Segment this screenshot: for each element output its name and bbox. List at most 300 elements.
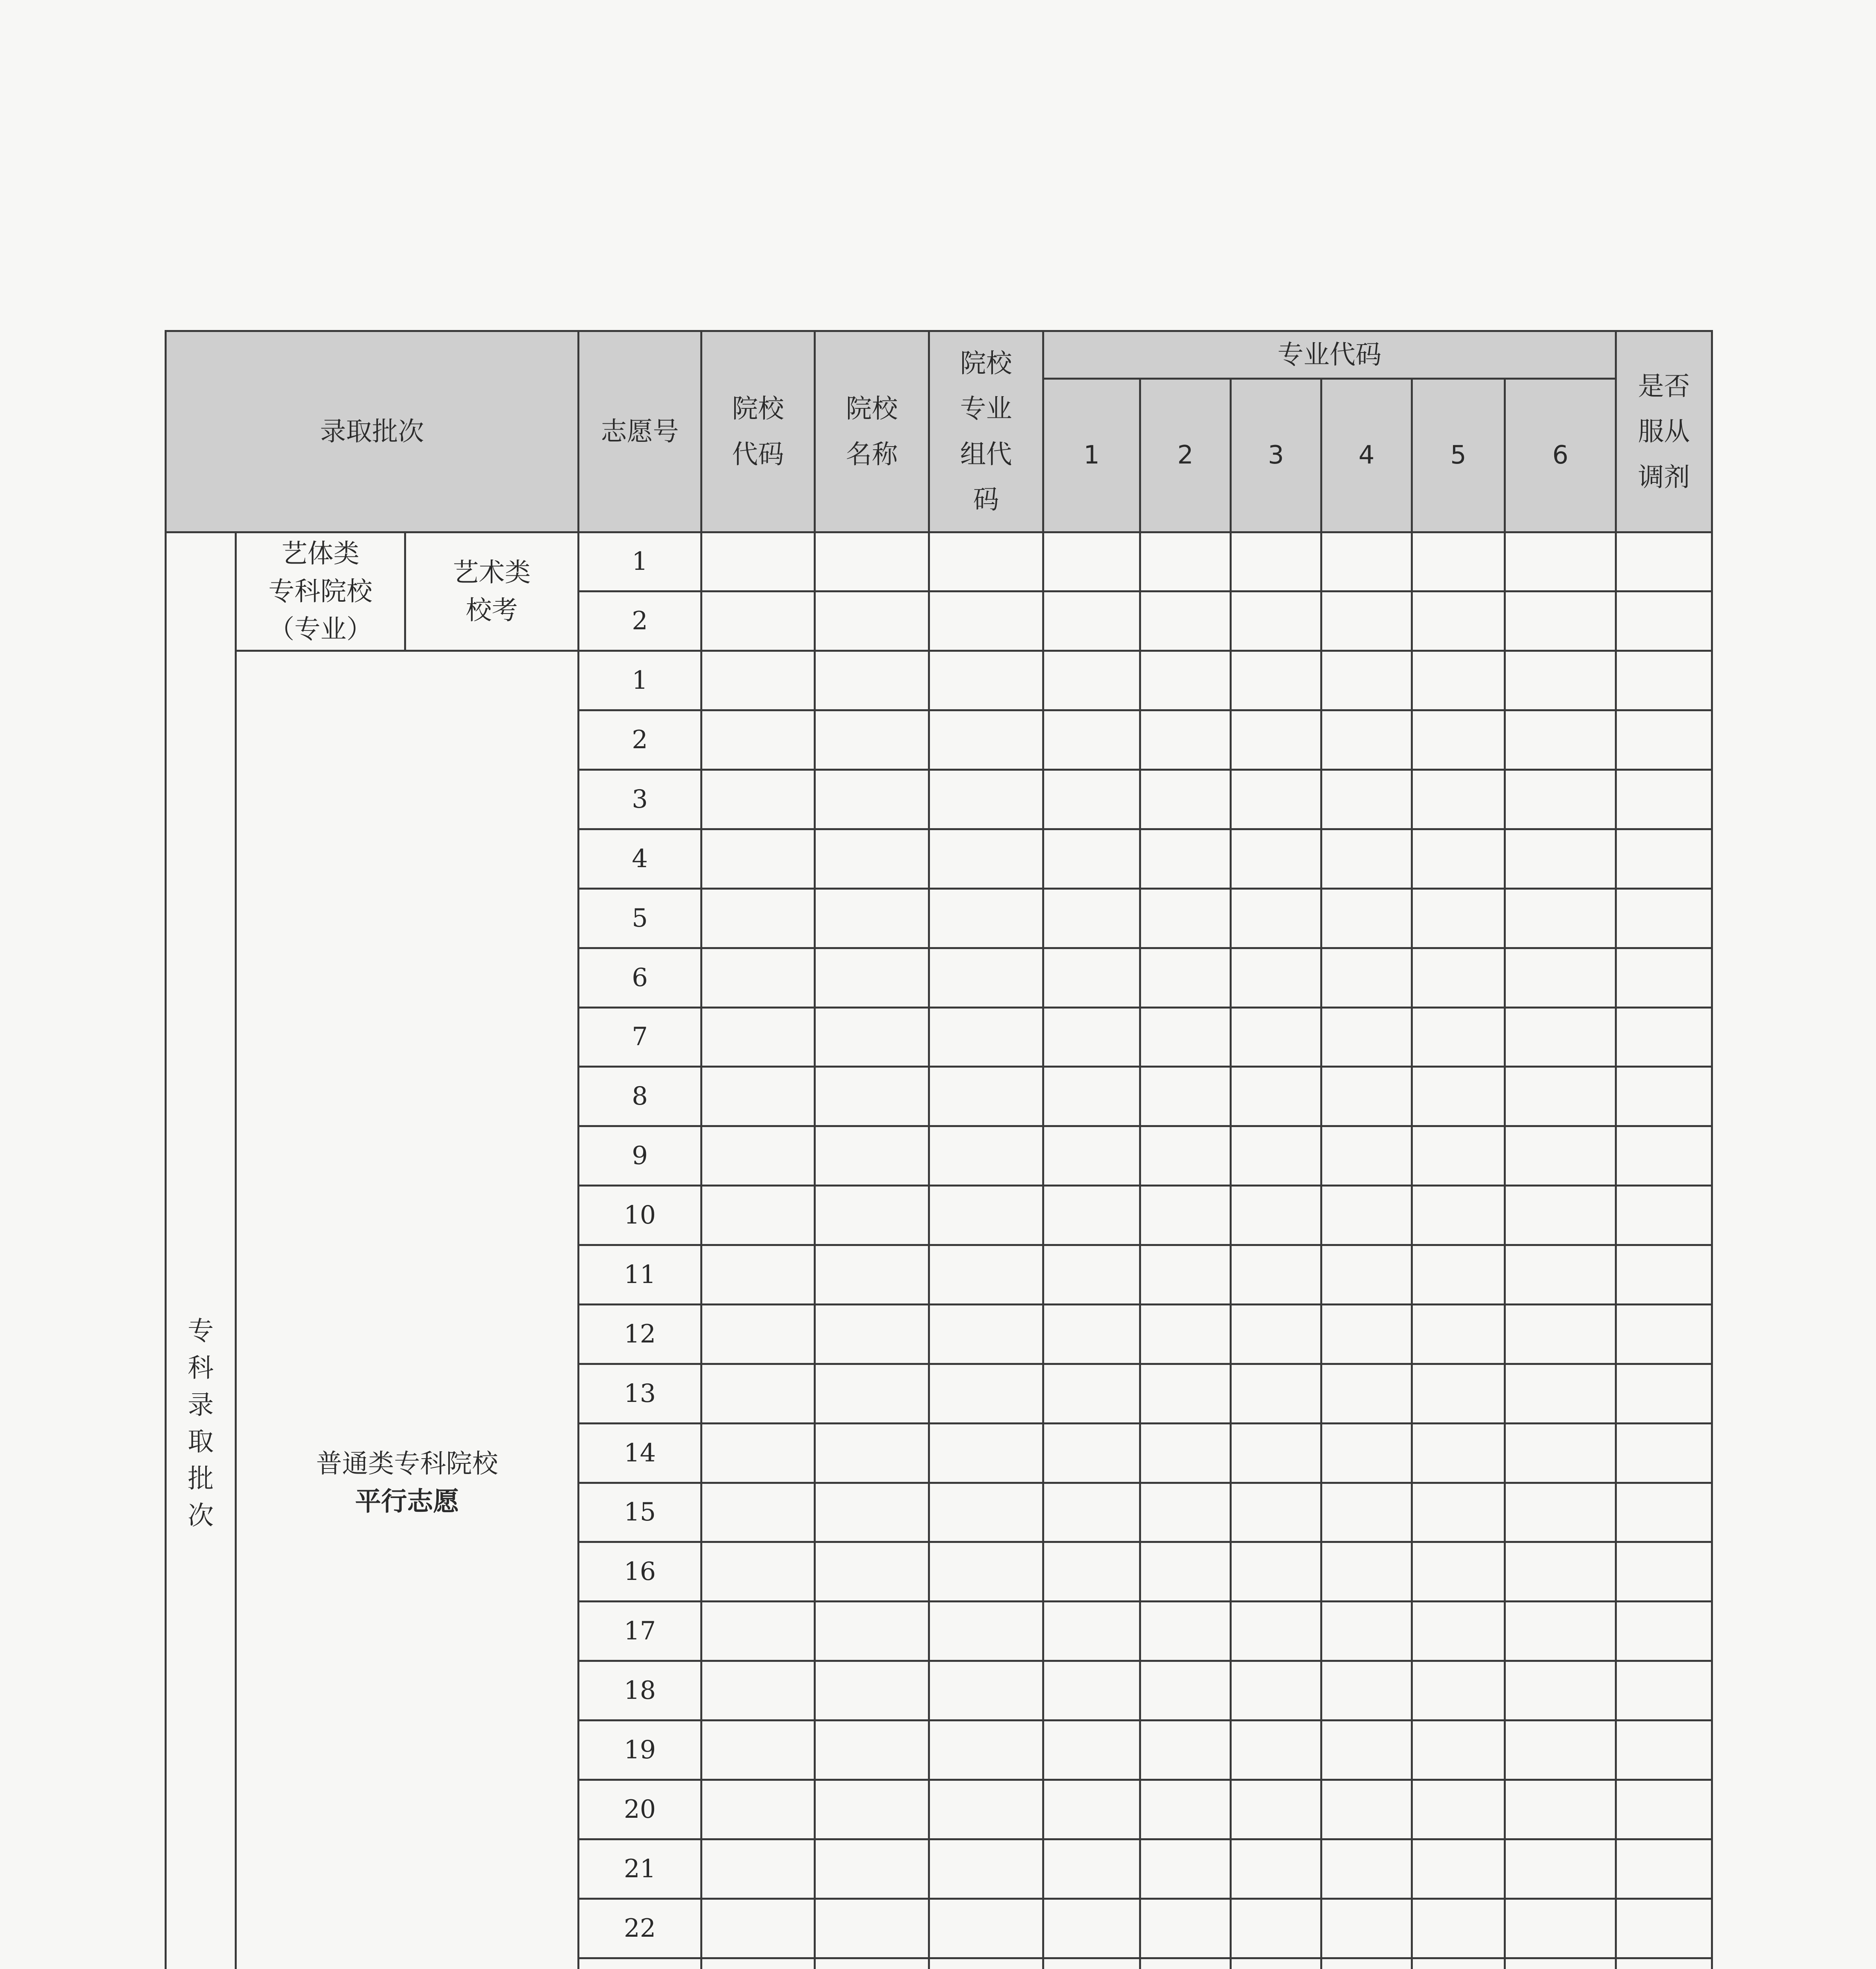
- input-cell[interactable]: [1505, 888, 1616, 948]
- input-cell[interactable]: [701, 1186, 815, 1245]
- input-cell[interactable]: [1412, 1958, 1505, 1969]
- input-cell[interactable]: [1043, 948, 1140, 1007]
- input-cell[interactable]: [1321, 1483, 1412, 1542]
- input-cell[interactable]: [815, 1602, 929, 1661]
- input-cell[interactable]: [929, 1126, 1043, 1186]
- input-cell[interactable]: [1616, 948, 1712, 1007]
- input-cell[interactable]: [929, 1186, 1043, 1245]
- wish-number: 16: [579, 1542, 701, 1602]
- regular-school-line: 普通类专科院校: [316, 1448, 498, 1479]
- input-cell[interactable]: [1321, 1364, 1412, 1423]
- input-cell[interactable]: [815, 1661, 929, 1721]
- input-cell[interactable]: [701, 532, 815, 591]
- input-cell[interactable]: [1505, 651, 1616, 710]
- input-cell[interactable]: [1140, 1067, 1231, 1126]
- input-cell[interactable]: [1231, 532, 1321, 591]
- input-cell[interactable]: [929, 532, 1043, 591]
- input-cell[interactable]: [1412, 829, 1505, 888]
- input-cell[interactable]: [701, 1423, 815, 1483]
- input-cell[interactable]: [1321, 710, 1412, 770]
- input-cell[interactable]: [1412, 1007, 1505, 1067]
- input-cell[interactable]: [1412, 1364, 1505, 1423]
- input-cell[interactable]: [701, 1067, 815, 1126]
- input-cell[interactable]: [1231, 1245, 1321, 1305]
- input-cell[interactable]: [1140, 888, 1231, 948]
- wish-number: 15: [579, 1483, 701, 1542]
- input-cell[interactable]: [1505, 1304, 1616, 1364]
- input-cell[interactable]: [1616, 1721, 1712, 1780]
- input-cell[interactable]: [701, 1958, 815, 1969]
- header-batch: 录取批次: [166, 331, 579, 532]
- input-cell[interactable]: [1043, 651, 1140, 710]
- input-cell[interactable]: [1616, 1661, 1712, 1721]
- input-cell[interactable]: [1140, 1007, 1231, 1067]
- input-cell[interactable]: [701, 710, 815, 770]
- input-cell[interactable]: [1505, 1899, 1616, 1958]
- input-cell[interactable]: [701, 1245, 815, 1305]
- input-cell[interactable]: [1231, 591, 1321, 651]
- input-cell[interactable]: [815, 591, 929, 651]
- input-cell[interactable]: [1505, 532, 1616, 591]
- input-cell[interactable]: [1043, 1602, 1140, 1661]
- input-cell[interactable]: [1616, 532, 1712, 591]
- input-cell[interactable]: [815, 888, 929, 948]
- input-cell[interactable]: [1505, 1007, 1616, 1067]
- art-school-line: （专业）: [268, 614, 373, 644]
- input-cell[interactable]: [1412, 532, 1505, 591]
- table-row: [166, 532, 1712, 591]
- input-cell[interactable]: [1412, 1602, 1505, 1661]
- input-cell[interactable]: [1043, 1364, 1140, 1423]
- input-cell[interactable]: [929, 1839, 1043, 1899]
- input-cell[interactable]: [929, 1958, 1043, 1969]
- input-cell[interactable]: [929, 1423, 1043, 1483]
- input-cell[interactable]: [1616, 1602, 1712, 1661]
- input-cell[interactable]: [1321, 532, 1412, 591]
- input-cell[interactable]: [1616, 829, 1712, 888]
- wish-number: 9: [579, 1126, 701, 1186]
- input-cell[interactable]: [1231, 829, 1321, 888]
- header-group-code-line: 码: [973, 484, 999, 515]
- input-cell[interactable]: [701, 651, 815, 710]
- input-cell[interactable]: [1505, 1958, 1616, 1969]
- input-cell[interactable]: [1231, 1126, 1321, 1186]
- input-cell[interactable]: [1616, 1304, 1712, 1364]
- input-cell[interactable]: [1505, 770, 1616, 829]
- input-cell[interactable]: [1043, 1423, 1140, 1483]
- input-cell[interactable]: [1231, 1423, 1321, 1483]
- wish-number: 21: [579, 1839, 701, 1899]
- input-cell[interactable]: [815, 1186, 929, 1245]
- batch-label-line: 科: [187, 1352, 214, 1383]
- input-cell[interactable]: [815, 1958, 929, 1969]
- header-adjust-line: 调剂: [1638, 462, 1690, 492]
- wish-number: 4: [579, 829, 701, 888]
- input-cell[interactable]: [1616, 1958, 1712, 1969]
- input-cell[interactable]: [701, 888, 815, 948]
- input-cell[interactable]: [1231, 1483, 1321, 1542]
- input-cell[interactable]: [1616, 1423, 1712, 1483]
- input-cell[interactable]: [1231, 1007, 1321, 1067]
- input-cell[interactable]: [1505, 948, 1616, 1007]
- input-cell[interactable]: [815, 1483, 929, 1542]
- wish-number: 1: [579, 532, 701, 591]
- input-cell[interactable]: [929, 1067, 1043, 1126]
- input-cell[interactable]: [929, 1899, 1043, 1958]
- input-cell[interactable]: [1616, 591, 1712, 651]
- input-cell[interactable]: [1321, 591, 1412, 651]
- input-cell[interactable]: [1505, 1661, 1616, 1721]
- input-cell[interactable]: [1043, 1721, 1140, 1780]
- input-cell[interactable]: [815, 1067, 929, 1126]
- input-cell[interactable]: [929, 591, 1043, 651]
- input-cell[interactable]: [1412, 651, 1505, 710]
- input-cell[interactable]: [1231, 651, 1321, 710]
- input-cell[interactable]: [1505, 1780, 1616, 1839]
- wish-number: 7: [579, 1007, 701, 1067]
- input-cell[interactable]: [1231, 1304, 1321, 1364]
- input-cell[interactable]: [1505, 1423, 1616, 1483]
- input-cell[interactable]: [1412, 1126, 1505, 1186]
- input-cell[interactable]: [1140, 1483, 1231, 1542]
- batch-label-line: 取: [187, 1426, 214, 1457]
- input-cell[interactable]: [815, 1245, 929, 1305]
- header-group-code: [929, 331, 1043, 532]
- regular-school-line: 平行志愿: [355, 1486, 459, 1517]
- input-cell[interactable]: [1616, 1007, 1712, 1067]
- input-cell[interactable]: [1321, 1126, 1412, 1186]
- input-cell[interactable]: [701, 829, 815, 888]
- input-cell[interactable]: [1616, 1780, 1712, 1839]
- input-cell[interactable]: [1505, 1483, 1616, 1542]
- input-cell[interactable]: [1616, 1245, 1712, 1305]
- input-cell[interactable]: [1231, 710, 1321, 770]
- input-cell[interactable]: [1412, 1186, 1505, 1245]
- input-cell[interactable]: [1412, 1245, 1505, 1305]
- input-cell[interactable]: [1321, 888, 1412, 948]
- art-school-cell: [236, 532, 405, 651]
- input-cell[interactable]: [1140, 1364, 1231, 1423]
- input-cell[interactable]: [1321, 1958, 1412, 1969]
- input-cell[interactable]: [815, 1839, 929, 1899]
- input-cell[interactable]: [701, 1721, 815, 1780]
- input-cell[interactable]: [1616, 1364, 1712, 1423]
- input-cell[interactable]: [1412, 1721, 1505, 1780]
- input-cell[interactable]: [1321, 1661, 1412, 1721]
- input-cell[interactable]: [701, 1304, 815, 1364]
- input-cell[interactable]: [1321, 1780, 1412, 1839]
- input-cell[interactable]: [1140, 1186, 1231, 1245]
- input-cell[interactable]: [815, 829, 929, 888]
- input-cell[interactable]: [815, 1126, 929, 1186]
- input-cell[interactable]: [1321, 1542, 1412, 1602]
- input-cell[interactable]: [929, 1304, 1043, 1364]
- input-cell[interactable]: [929, 1542, 1043, 1602]
- input-cell[interactable]: [1231, 1721, 1321, 1780]
- input-cell[interactable]: [1140, 532, 1231, 591]
- input-cell[interactable]: [929, 1483, 1043, 1542]
- input-cell[interactable]: [1616, 1899, 1712, 1958]
- input-cell[interactable]: [815, 1542, 929, 1602]
- header-adjust: [1616, 331, 1712, 532]
- input-cell[interactable]: [1321, 1899, 1412, 1958]
- batch-label-line: 次: [187, 1500, 214, 1531]
- volunteer-form-table: [165, 330, 1713, 1969]
- input-cell[interactable]: [1321, 829, 1412, 888]
- input-cell[interactable]: [701, 948, 815, 1007]
- input-cell[interactable]: [815, 1364, 929, 1423]
- input-cell[interactable]: [1321, 948, 1412, 1007]
- input-cell[interactable]: [701, 1542, 815, 1602]
- input-cell[interactable]: [1043, 888, 1140, 948]
- input-cell[interactable]: [1043, 591, 1140, 651]
- header-major-col: 1: [1043, 378, 1140, 532]
- input-cell[interactable]: [1043, 1661, 1140, 1721]
- input-cell[interactable]: [1412, 1483, 1505, 1542]
- batch-label-line: 专: [187, 1316, 214, 1346]
- input-cell[interactable]: [1616, 651, 1712, 710]
- input-cell[interactable]: [1140, 1423, 1231, 1483]
- input-cell[interactable]: [701, 770, 815, 829]
- input-cell[interactable]: [1043, 1839, 1140, 1899]
- input-cell[interactable]: [1505, 1186, 1616, 1245]
- input-cell[interactable]: [815, 651, 929, 710]
- input-cell[interactable]: [1321, 651, 1412, 710]
- input-cell[interactable]: [1140, 591, 1231, 651]
- input-cell[interactable]: [1140, 710, 1231, 770]
- input-cell[interactable]: [929, 1007, 1043, 1067]
- input-cell[interactable]: [1412, 888, 1505, 948]
- input-cell[interactable]: [1616, 1186, 1712, 1245]
- wish-number: 17: [579, 1602, 701, 1661]
- input-cell[interactable]: [1412, 710, 1505, 770]
- input-cell[interactable]: [1231, 1542, 1321, 1602]
- input-cell[interactable]: [929, 770, 1043, 829]
- header-major-col: 3: [1231, 378, 1321, 532]
- table-body: [166, 532, 1712, 1969]
- header-school-code-line: 院校: [732, 393, 784, 424]
- input-cell[interactable]: [1231, 948, 1321, 1007]
- input-cell[interactable]: [1140, 1958, 1231, 1969]
- wish-number: 12: [579, 1304, 701, 1364]
- input-cell[interactable]: [701, 1780, 815, 1839]
- input-cell[interactable]: [1505, 1126, 1616, 1186]
- input-cell[interactable]: [1231, 888, 1321, 948]
- input-cell[interactable]: [1140, 770, 1231, 829]
- input-cell[interactable]: [1043, 770, 1140, 829]
- header-school-name: [815, 331, 929, 532]
- input-cell[interactable]: [1231, 1186, 1321, 1245]
- input-cell[interactable]: [1140, 1839, 1231, 1899]
- input-cell[interactable]: [1412, 1899, 1505, 1958]
- input-cell[interactable]: [1043, 1304, 1140, 1364]
- wish-number: 1: [579, 651, 701, 710]
- input-cell[interactable]: [1412, 1423, 1505, 1483]
- input-cell[interactable]: [701, 1899, 815, 1958]
- input-cell[interactable]: [1140, 1780, 1231, 1839]
- input-cell[interactable]: [1140, 1304, 1231, 1364]
- input-cell[interactable]: [1043, 1007, 1140, 1067]
- input-cell[interactable]: [1321, 1839, 1412, 1899]
- input-cell[interactable]: [701, 1661, 815, 1721]
- input-cell[interactable]: [1231, 1839, 1321, 1899]
- input-cell[interactable]: [701, 1839, 815, 1899]
- input-cell[interactable]: [1616, 770, 1712, 829]
- input-cell[interactable]: [1321, 1186, 1412, 1245]
- input-cell[interactable]: [1140, 1126, 1231, 1186]
- input-cell[interactable]: [1043, 1245, 1140, 1305]
- input-cell[interactable]: [1505, 1245, 1616, 1305]
- input-cell[interactable]: [1412, 1304, 1505, 1364]
- input-cell[interactable]: [1231, 1780, 1321, 1839]
- input-cell[interactable]: [701, 1602, 815, 1661]
- input-cell[interactable]: [815, 710, 929, 770]
- header-wish-no: 志愿号: [579, 331, 701, 532]
- input-cell[interactable]: [929, 888, 1043, 948]
- header-school-code-line: 代码: [732, 439, 784, 469]
- input-cell[interactable]: [1043, 1483, 1140, 1542]
- input-cell[interactable]: [815, 770, 929, 829]
- input-cell[interactable]: [1140, 651, 1231, 710]
- input-cell[interactable]: [1140, 1542, 1231, 1602]
- input-cell[interactable]: [701, 1483, 815, 1542]
- header-adjust-line: 是否: [1638, 371, 1690, 401]
- input-cell[interactable]: [1231, 1067, 1321, 1126]
- input-cell[interactable]: [1616, 1483, 1712, 1542]
- input-cell[interactable]: [1321, 1007, 1412, 1067]
- input-cell[interactable]: [701, 591, 815, 651]
- input-cell[interactable]: [1140, 1245, 1231, 1305]
- input-cell[interactable]: [1412, 770, 1505, 829]
- input-cell[interactable]: [815, 1899, 929, 1958]
- input-cell[interactable]: [1505, 1602, 1616, 1661]
- input-cell[interactable]: [1616, 1542, 1712, 1602]
- input-cell[interactable]: [1043, 1958, 1140, 1969]
- input-cell[interactable]: [1505, 1839, 1616, 1899]
- wish-number: 20: [579, 1780, 701, 1839]
- wish-number: 18: [579, 1661, 701, 1721]
- input-cell[interactable]: [1321, 770, 1412, 829]
- input-cell[interactable]: [929, 829, 1043, 888]
- input-cell[interactable]: [1505, 710, 1616, 770]
- wish-number: 8: [579, 1067, 701, 1126]
- input-cell[interactable]: [815, 1721, 929, 1780]
- art-exam-line: 艺术类: [453, 557, 531, 588]
- input-cell[interactable]: [815, 948, 929, 1007]
- input-cell[interactable]: [1412, 1542, 1505, 1602]
- wish-number: 22: [579, 1899, 701, 1958]
- input-cell[interactable]: [1412, 1839, 1505, 1899]
- input-cell[interactable]: [701, 1126, 815, 1186]
- input-cell[interactable]: [1321, 1067, 1412, 1126]
- input-cell[interactable]: [1505, 1364, 1616, 1423]
- input-cell[interactable]: [1505, 829, 1616, 888]
- input-cell[interactable]: [1140, 829, 1231, 888]
- input-cell[interactable]: [1505, 1067, 1616, 1126]
- input-cell[interactable]: [815, 1007, 929, 1067]
- input-cell[interactable]: [1616, 888, 1712, 948]
- input-cell[interactable]: [1616, 1067, 1712, 1126]
- input-cell[interactable]: [1616, 1126, 1712, 1186]
- input-cell[interactable]: [1140, 1721, 1231, 1780]
- input-cell[interactable]: [1231, 770, 1321, 829]
- input-cell[interactable]: [815, 1304, 929, 1364]
- input-cell[interactable]: [1043, 710, 1140, 770]
- input-cell[interactable]: [1043, 532, 1140, 591]
- input-cell[interactable]: [1140, 1661, 1231, 1721]
- wish-number: [579, 1958, 701, 1969]
- batch-label-line: 批: [187, 1463, 214, 1494]
- input-cell[interactable]: [1321, 1602, 1412, 1661]
- wish-number: 5: [579, 888, 701, 948]
- input-cell[interactable]: [1231, 1364, 1321, 1423]
- input-cell[interactable]: [1043, 1899, 1140, 1958]
- input-cell[interactable]: [1140, 1899, 1231, 1958]
- input-cell[interactable]: [1231, 1958, 1321, 1969]
- input-cell[interactable]: [1043, 1126, 1140, 1186]
- input-cell[interactable]: [815, 532, 929, 591]
- input-cell[interactable]: [929, 1602, 1043, 1661]
- input-cell[interactable]: [929, 1364, 1043, 1423]
- input-cell[interactable]: [701, 1364, 815, 1423]
- art-exam-line: 校考: [466, 595, 518, 625]
- input-cell[interactable]: [1616, 710, 1712, 770]
- header-major-col: 5: [1412, 378, 1505, 532]
- input-cell[interactable]: [1321, 1423, 1412, 1483]
- input-cell[interactable]: [1140, 948, 1231, 1007]
- input-cell[interactable]: [929, 1245, 1043, 1305]
- input-cell[interactable]: [1231, 1661, 1321, 1721]
- input-cell[interactable]: [929, 710, 1043, 770]
- input-cell[interactable]: [1412, 948, 1505, 1007]
- input-cell[interactable]: [1505, 591, 1616, 651]
- input-cell[interactable]: [1043, 829, 1140, 888]
- input-cell[interactable]: [701, 1007, 815, 1067]
- input-cell[interactable]: [1321, 1245, 1412, 1305]
- header-major-col: 2: [1140, 378, 1231, 532]
- input-cell[interactable]: [1412, 1067, 1505, 1126]
- input-cell[interactable]: [929, 1780, 1043, 1839]
- input-cell[interactable]: [1505, 1721, 1616, 1780]
- wish-number: 13: [579, 1364, 701, 1423]
- art-school-line: 专科院校: [268, 576, 373, 607]
- wish-number: 6: [579, 948, 701, 1007]
- input-cell[interactable]: [1231, 1899, 1321, 1958]
- input-cell[interactable]: [815, 1780, 929, 1839]
- input-cell[interactable]: [815, 1423, 929, 1483]
- input-cell[interactable]: [1043, 1780, 1140, 1839]
- input-cell[interactable]: [1412, 591, 1505, 651]
- input-cell[interactable]: [1412, 1780, 1505, 1839]
- input-cell[interactable]: [1505, 1542, 1616, 1602]
- input-cell[interactable]: [1231, 1602, 1321, 1661]
- input-cell[interactable]: [929, 948, 1043, 1007]
- input-cell[interactable]: [929, 1721, 1043, 1780]
- wish-number: 14: [579, 1423, 701, 1483]
- input-cell[interactable]: [1043, 1067, 1140, 1126]
- input-cell[interactable]: [929, 651, 1043, 710]
- input-cell[interactable]: [1321, 1721, 1412, 1780]
- input-cell[interactable]: [1043, 1542, 1140, 1602]
- input-cell[interactable]: [1043, 1186, 1140, 1245]
- input-cell[interactable]: [1412, 1661, 1505, 1721]
- input-cell[interactable]: [1321, 1304, 1412, 1364]
- input-cell[interactable]: [1140, 1602, 1231, 1661]
- input-cell[interactable]: [1616, 1839, 1712, 1899]
- art-school-line: 艺体类: [281, 538, 360, 569]
- header-adjust-line: 服从: [1638, 416, 1690, 447]
- input-cell[interactable]: [929, 1661, 1043, 1721]
